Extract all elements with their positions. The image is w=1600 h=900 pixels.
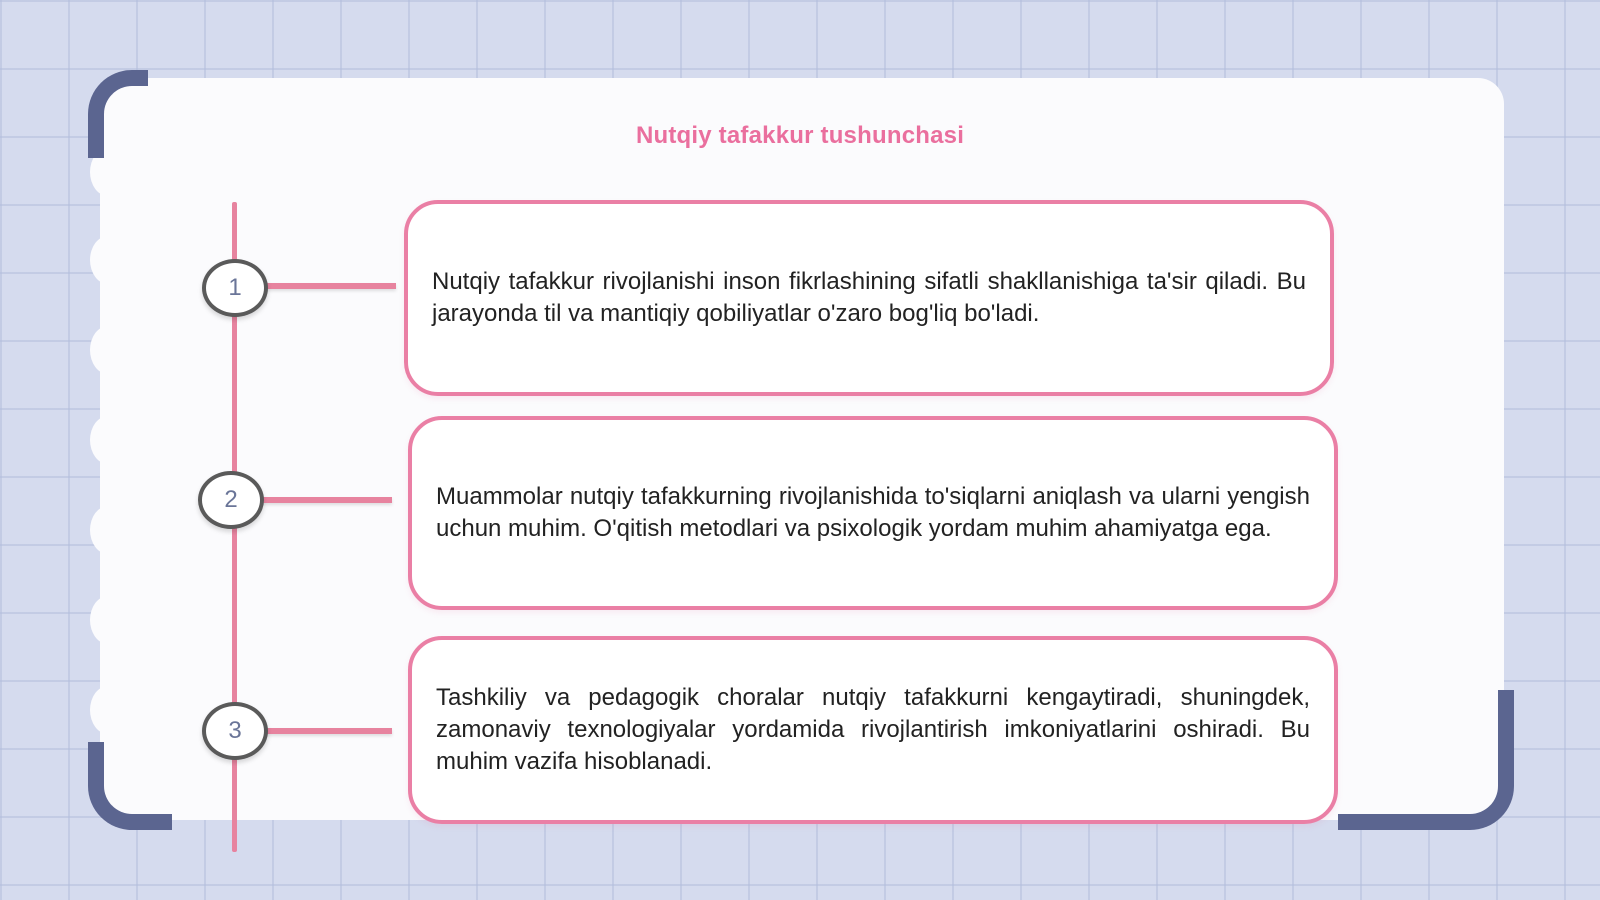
paper-scallop	[90, 506, 126, 554]
step-card	[408, 636, 1338, 824]
step-number-badge	[202, 702, 268, 760]
paper-scallop	[90, 236, 126, 284]
paper-scallop	[90, 416, 126, 464]
step-number: 1	[228, 274, 242, 301]
step-number: 2	[224, 486, 238, 513]
paper-scallop	[90, 326, 126, 374]
step-number-badge	[198, 471, 264, 529]
step-number: 3	[228, 717, 242, 744]
timeline-connector	[262, 497, 392, 503]
step-number-badge	[202, 259, 268, 317]
paper-scallop	[90, 596, 126, 644]
corner-bracket-bottom-right	[1338, 690, 1514, 830]
slide-title: Nutqiy tafakkur tushunchasi	[635, 122, 965, 149]
timeline-connector	[266, 728, 392, 734]
corner-bracket-bottom-left	[88, 742, 172, 830]
step-text: Tashkiliy va pedagogik choralar nutqiy tafakkurni kengaytiradi, shuningdek, zamonaviy texnologiyalar yordamida rivojlantirish imkoniyatlarini oshiradi. Bu muhim vazifa hisoblanadi.	[436, 684, 1310, 775]
step-card	[404, 200, 1334, 396]
step-text: Muammolar nutqiy tafakkurning rivojlanishida to'siqlarni aniqlash va ularni yengish uchun muhim. O'qitish metodlari va psixologik yordam muhim ahamiyatga ega.	[436, 483, 1310, 542]
step-text: Nutqiy tafakkur rivojlanishi inson fikrlashining sifatli shakllanishiga ta'sir qiladi. Bu jarayonda til va mantiqiy qobiliyatlar o'zaro bog'liq bo'ladi.	[432, 268, 1306, 327]
paper-scallop	[90, 686, 126, 734]
timeline-connector	[266, 283, 396, 289]
step-card	[408, 416, 1338, 610]
